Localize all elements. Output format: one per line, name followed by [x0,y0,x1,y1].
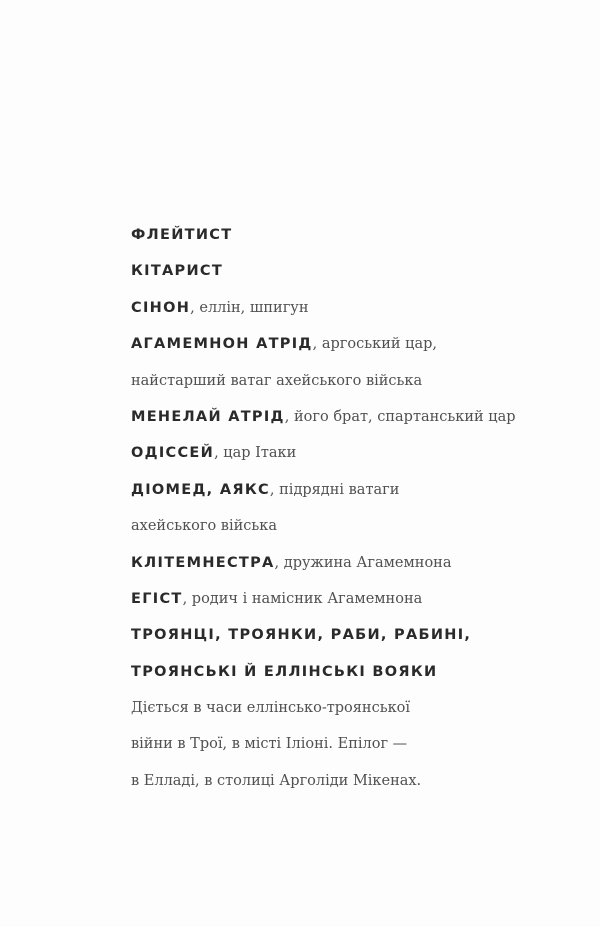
character-name: ДІОМЕД, АЯКС [131,481,270,498]
cast-list [131,222,571,804]
character-description: , цар Ітаки [214,445,297,462]
character-name: ОДІССЕЙ [131,445,215,462]
cast-entry-sinon [131,295,571,331]
cast-entry-crowd-line1 [131,622,571,658]
character-description: , підрядні ватаги [269,481,400,498]
character-description: , родич і намісник Агамемнона [182,590,423,607]
character-description: , дружина Агамемнона [274,554,452,571]
character-name: СІНОН [131,299,191,316]
character-name: МЕНЕЛАЙ АТРІД [131,408,285,425]
setting-note-line-2: війни в Трої, в місті Іліоні. Епілог — [131,736,408,753]
character-description: ахейського війська [131,518,277,535]
character-description: найстарший ватаг ахейського війська [131,372,423,389]
character-name: ТРОЯНЦІ, ТРОЯНКИ, РАБИ, РАБИНІ, [131,627,472,644]
cast-entry-kitharist [131,258,571,294]
character-description: , його брат, спартанський цар [284,408,516,425]
cast-entry-flutist [131,222,571,258]
character-description: , еллін, шпигун [190,299,309,316]
cast-entry-agamemnon [131,331,571,367]
cast-entry-menelaus [131,404,571,440]
setting-note-line-3: в Елладі, в столиці Арголіди Мікенах. [131,772,422,789]
character-name: ФЛЕЙТИСТ [131,227,233,243]
character-name: КЛІТЕМНЕСТРА [131,554,275,571]
cast-entry-agamemnon-continued [131,368,571,404]
cast-entry-diomedes-ajax-continued [131,513,571,549]
cast-entry-clytemnestra [131,550,571,586]
cast-entry-odysseus [131,440,571,476]
character-name: КІТАРИСТ [131,263,224,280]
cast-entry-diomedes-ajax [131,477,571,513]
character-name: ТРОЯНСЬКІ Й ЕЛЛІНСЬКІ ВОЯКИ [131,663,438,680]
cast-entry-crowd-line2 [131,659,571,695]
setting-note-line-1: Діється в часи еллінсько-троянської [131,700,411,717]
character-name: ЕГІСТ [131,590,183,607]
character-description: , аргоський цар, [312,336,438,353]
character-name: АГАМЕМНОН АТРІД [131,336,313,353]
cast-entry-aegisthus [131,586,571,622]
